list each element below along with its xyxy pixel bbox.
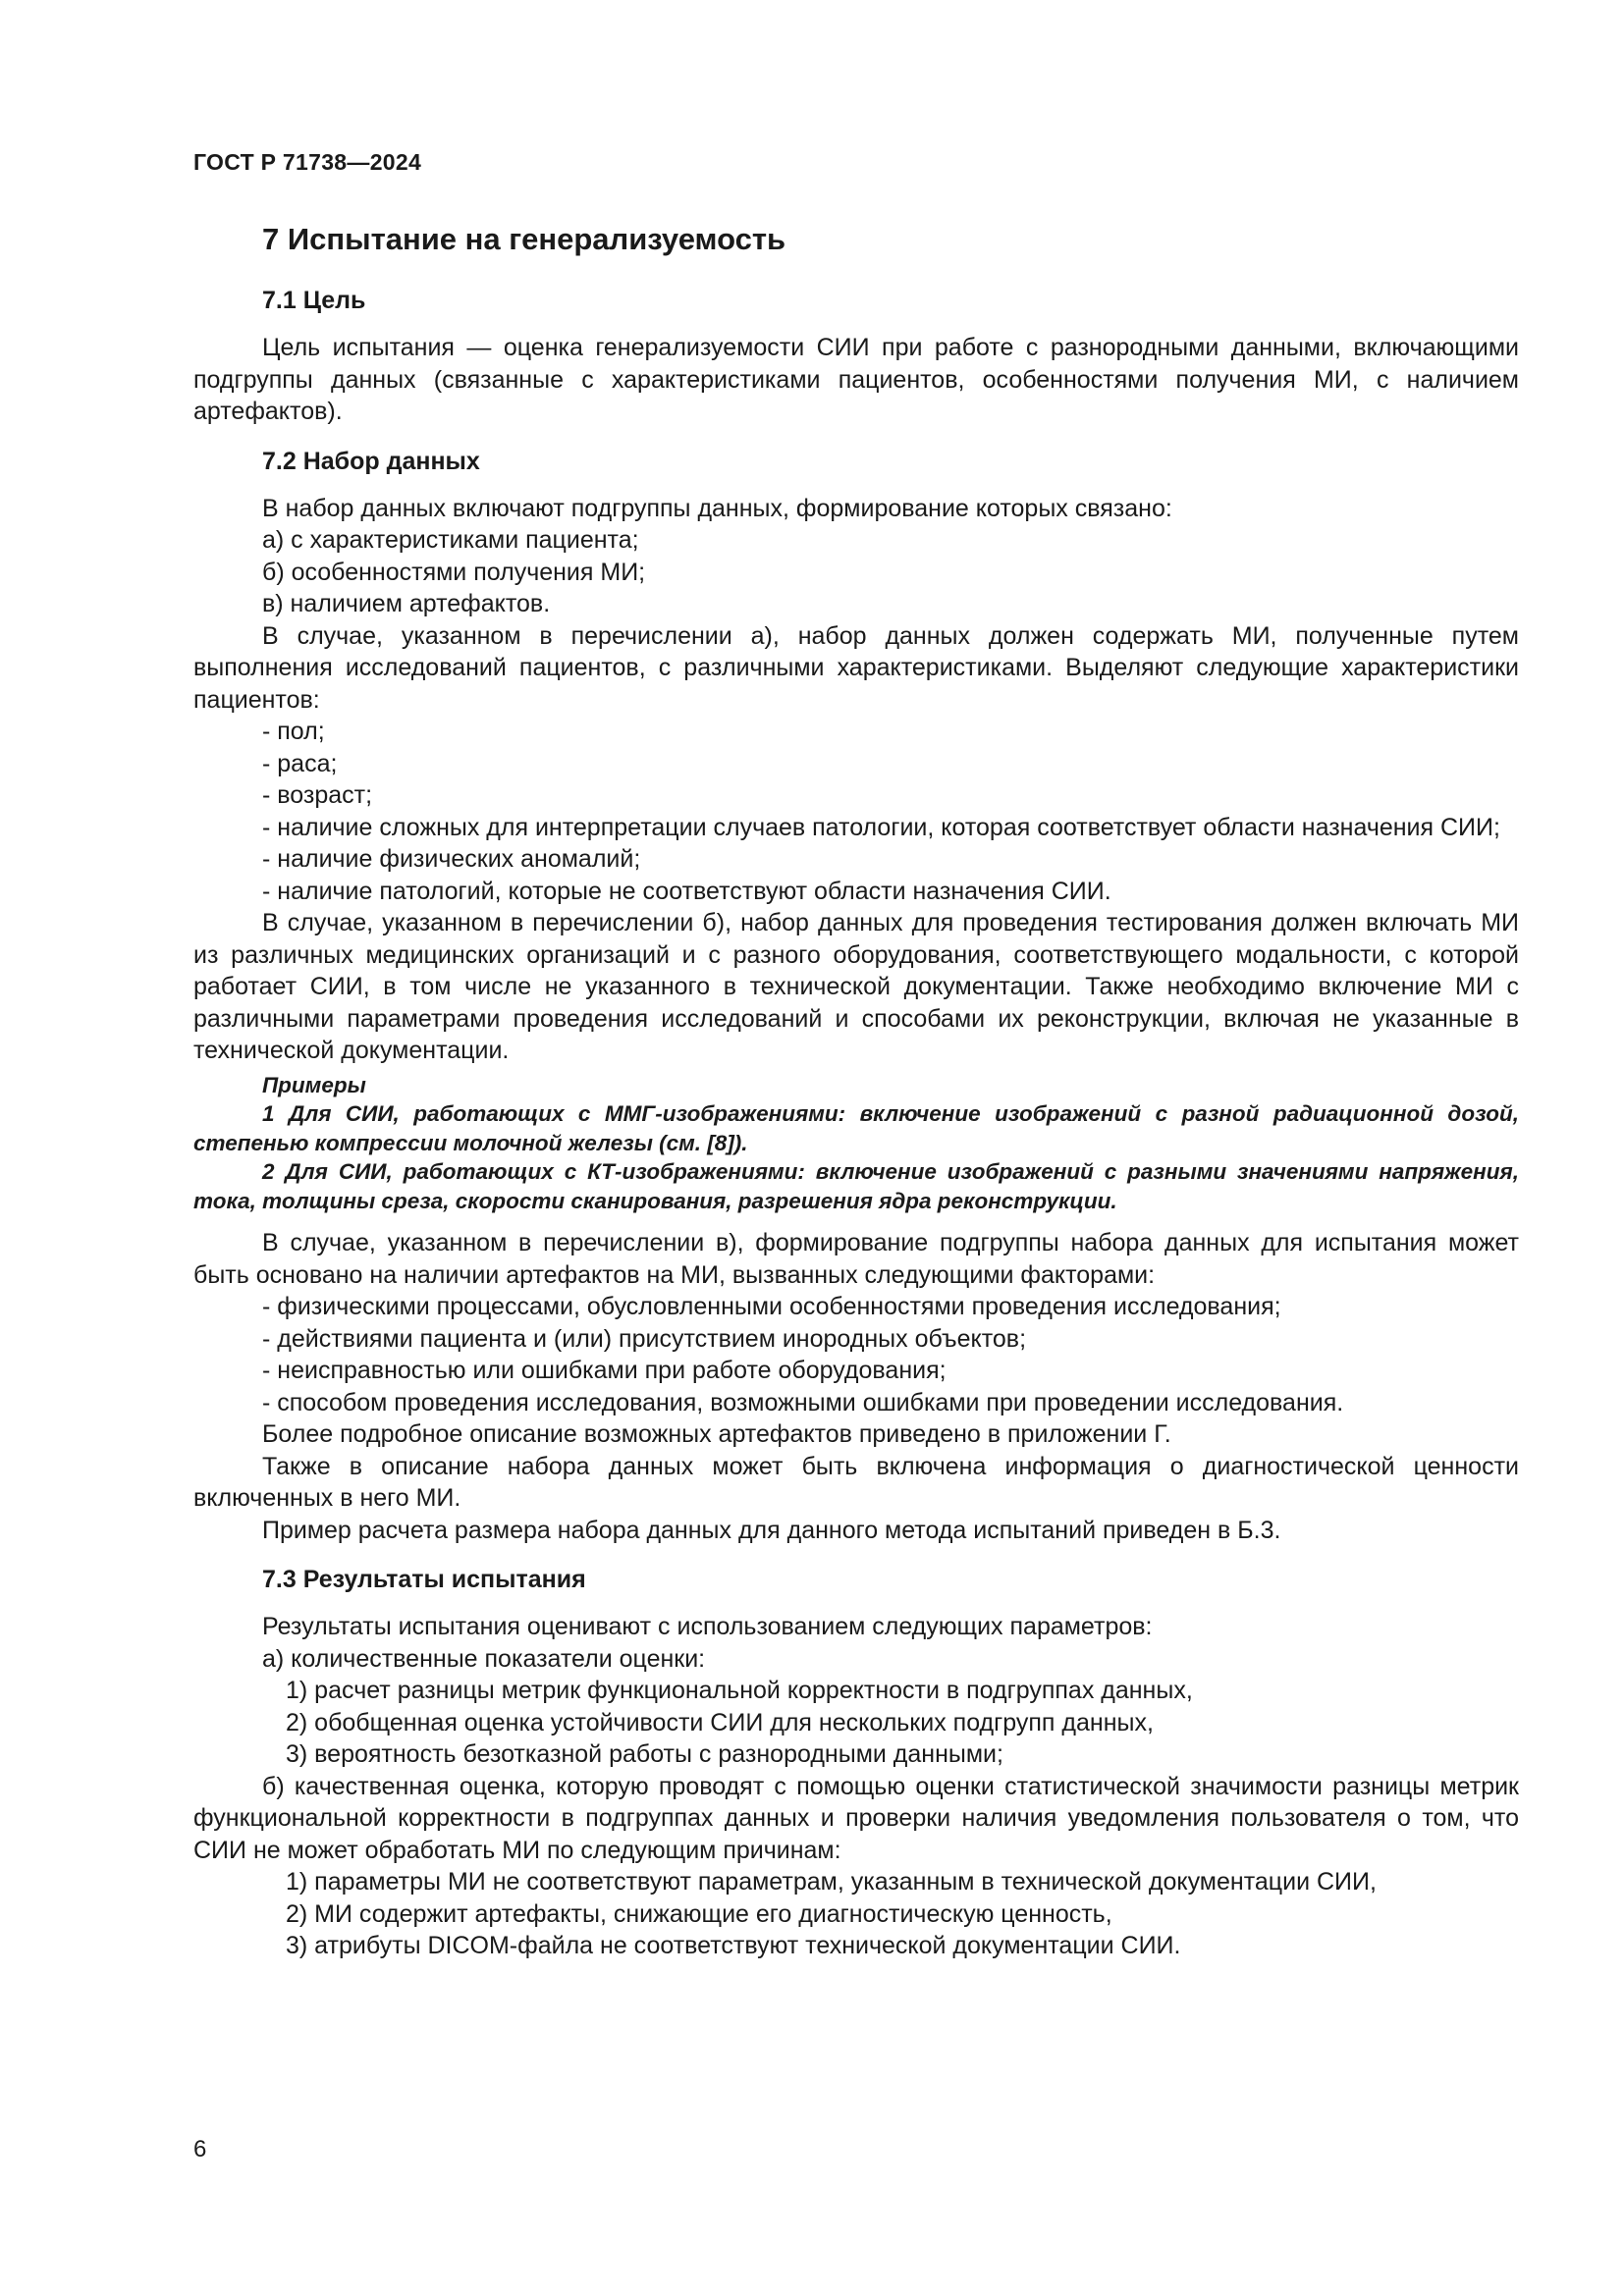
list-item: б) особенностями получения МИ; — [262, 558, 646, 586]
list-item: - физическими процессами, обусловленными особенностями проведения исследования; — [262, 1293, 1281, 1320]
page-number: 6 — [193, 2136, 207, 2163]
list-item: - наличие патологий, которые не соответствуют области назначения СИИ. — [262, 877, 1111, 905]
list-item: - раса; — [262, 749, 338, 777]
list-item: - наличие сложных для интерпретации случаев патологии, которая соответствует области назначения СИИ; — [262, 813, 1500, 841]
section-title: 7 Испытание на генерализуемость — [262, 222, 786, 256]
list-item: - наличие физических аномалий; — [262, 845, 641, 873]
paragraph: Цель испытания — оценка генерализуемости СИИ при работе с разнородными данными, включающими подгруппы данных (связанные с характеристиками пациентов, особенностями получения МИ, с наличием артефактов). — [193, 334, 1519, 425]
page-content — [193, 220, 1519, 1962]
list-item: а) с характеристиками пациента; — [262, 526, 639, 554]
paragraph: б) качественная оценка, которую проводят с помощью оценки статистической значимости разницы метрик функциональной корректности в подгруппах данных и проверки наличия уведомления пользователя о том, что СИИ не может обработать МИ по следующим причинам: — [193, 1772, 1519, 1864]
list-item: - неисправностью или ошибками при работе оборудования; — [262, 1357, 947, 1384]
list-item: 1) параметры МИ не соответствуют параметрам, указанным в технической документации СИИ, — [286, 1868, 1377, 1896]
list-item: 3) атрибуты DICOM-файла не соответствуют технической документации СИИ. — [286, 1932, 1181, 1959]
example-item: 2 Для СИИ, работающих с КТ-изображениями: включение изображений с разными значениями напряжения, тока, толщины среза, скорости сканирования, разрешения ядра реконструкции. — [193, 1159, 1519, 1213]
list-item: 2) обобщенная оценка устойчивости СИИ для нескольких подгрупп данных, — [286, 1708, 1154, 1736]
example-item: 1 Для СИИ, работающих с ММГ-изображениями: включение изображений с разной радиационной дозой, степенью компрессии молочной железы (см. [8]). — [193, 1101, 1519, 1155]
list-item: - действиями пациента и (или) присутствием инородных объектов; — [262, 1324, 1027, 1353]
list-item: в) наличием артефактов. — [262, 590, 551, 617]
examples-block — [193, 1071, 1519, 1216]
list-item: - пол; — [262, 718, 325, 745]
paragraph: Более подробное описание возможных артефактов приведено в приложении Г. — [262, 1420, 1171, 1448]
paragraph: Результаты испытания оценивают с использованием следующих параметров: — [262, 1613, 1153, 1640]
paragraph: В случае, указанном в перечислении а), набор данных должен содержать МИ, полученные путем выполнения исследований пациентов, с различными характеристиками. Выделяют следующие характеристики пациентов: — [193, 621, 1519, 714]
paragraph: Также в описание набора данных может быть включена информация о диагностической ценности включенных в него МИ. — [193, 1452, 1519, 1512]
paragraph: Пример расчета размера набора данных для данного метода испытаний приведен в Б.3. — [262, 1516, 1281, 1544]
list-item: - возраст; — [262, 781, 373, 809]
paragraph: В случае, указанном в перечислении б), набор данных для проведения тестирования должен включать МИ из различных медицинских организаций и с разного оборудования, соответствующего модальности, с которой работает СИИ, в том числе не указанного в технической документации. Также необходимо включение МИ с различными параметрами проведения исследований и способами их реконструкции, включая не указанные в технической документации. — [193, 909, 1519, 1064]
paragraph: В набор данных включают подгруппы данных, формирование которых связано: — [262, 494, 1172, 522]
list-item: 1) расчет разницы метрик функциональной корректности в подгруппах данных, — [286, 1677, 1193, 1704]
subsection-7-1-title: 7.1 Цель — [262, 287, 366, 314]
examples-title: Примеры — [262, 1072, 366, 1097]
list-item: 2) МИ содержит артефакты, снижающие его диагностическую ценность, — [286, 1899, 1112, 1928]
subsection-7-2-title: 7.2 Набор данных — [262, 447, 480, 475]
subsection-7-3-title: 7.3 Результаты испытания — [262, 1566, 586, 1593]
document-header: ГОСТ Р 71738—2024 — [193, 149, 422, 175]
paragraph: В случае, указанном в перечислении в), формирование подгруппы набора данных для испытания может быть основано на наличии артефактов на МИ, вызванных следующими факторами: — [193, 1229, 1519, 1289]
list-item: 3) вероятность безотказной работы с разнородными данными; — [286, 1740, 1003, 1768]
list-item: а) количественные показатели оценки: — [262, 1644, 706, 1673]
list-item: - способом проведения исследования, возможными ошибками при проведении исследования. — [262, 1388, 1344, 1416]
